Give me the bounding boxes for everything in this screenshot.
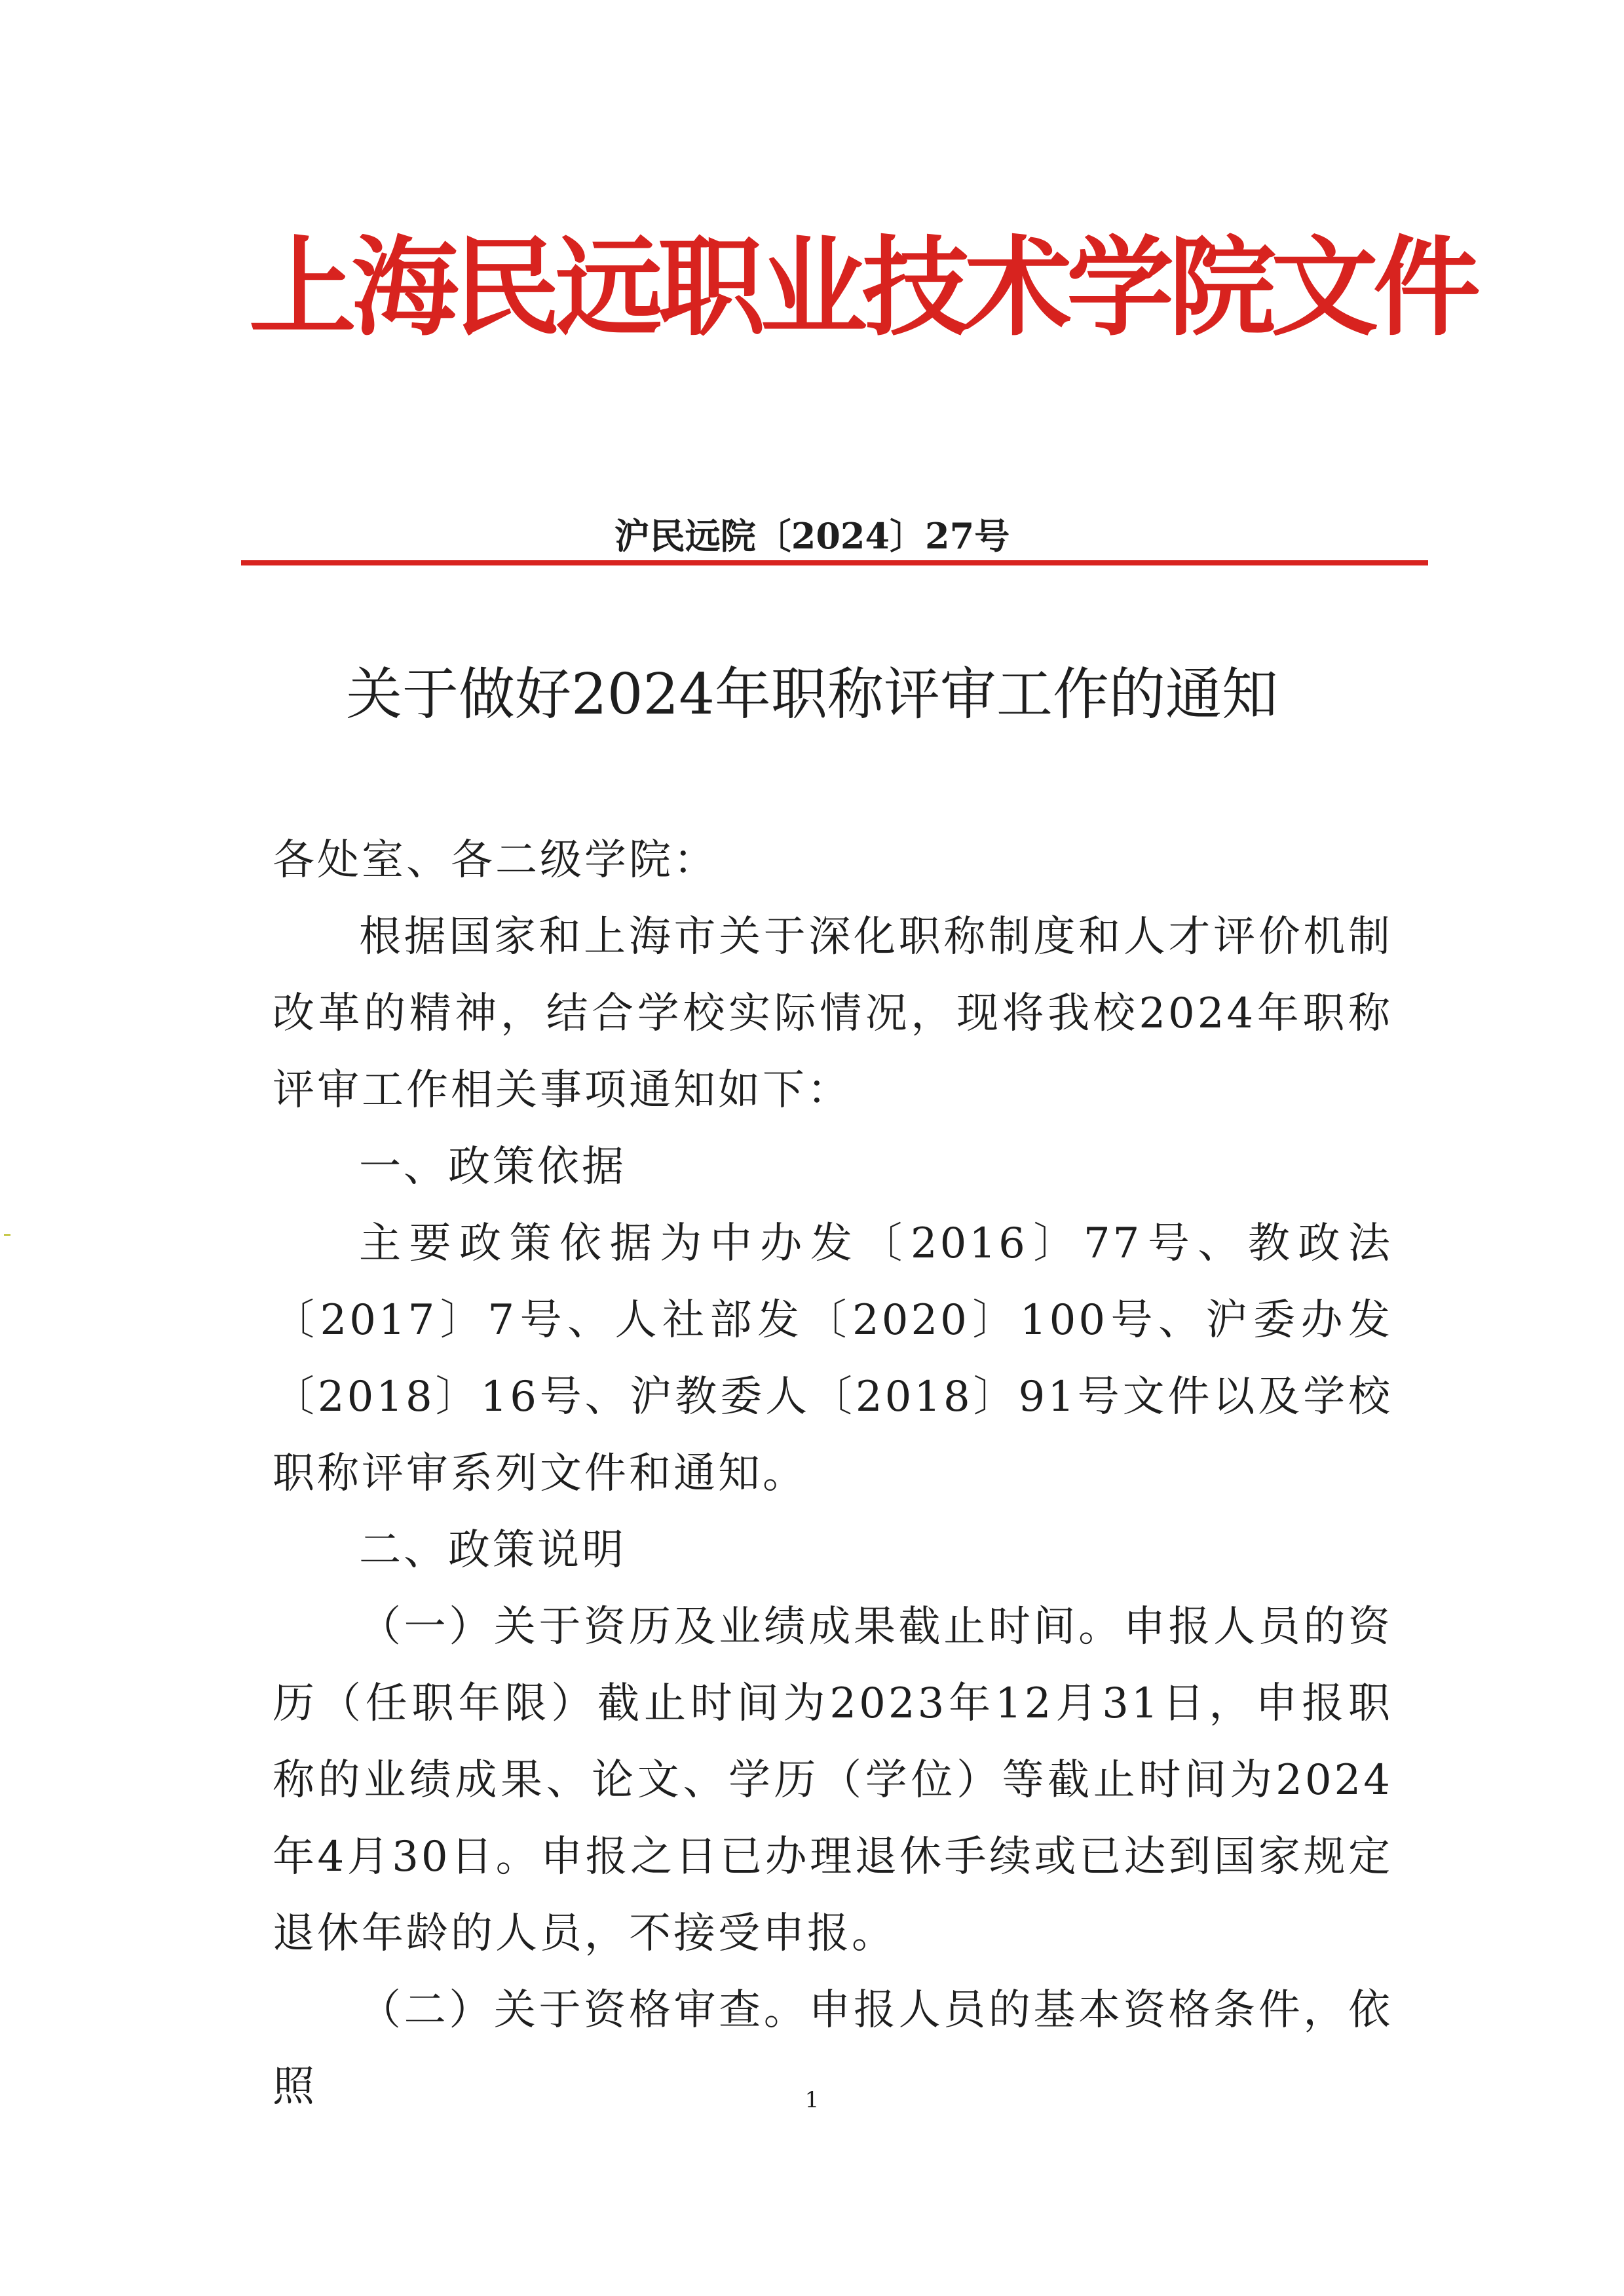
body-paragraph-policy-basis: 主要政策依据为中办发〔2016〕77号、教政法〔2017〕7号、人社部发〔2020〕100号、沪委办发〔2018〕16号、沪教委人〔2018〕91号文件以及学校职称评审系列文件和通知。: [273, 1219, 1393, 1498]
body-paragraph-qualification-review: （二）关于资格审查。申报人员的基本资格条件，依照: [273, 1986, 1393, 2111]
section-heading-policy-notes: 二、政策说明: [359, 1526, 626, 1575]
page-number: 1: [804, 2087, 820, 2113]
red-divider-rule: [241, 560, 1428, 565]
scan-speck: [4, 1234, 10, 1236]
document-number: 沪民远院〔2024〕27号: [614, 515, 1010, 557]
document-masthead: 上海民远职业技术学院文件: [249, 225, 1476, 351]
section-heading-policy-basis: 一、政策依据: [359, 1143, 626, 1191]
salutation: 各处室、各二级学院：: [273, 836, 718, 885]
body-paragraph-deadlines: （一）关于资历及业绩成果截止时间。申报人员的资历（任职年限）截止时间为2023年12月31日，申报职称的业绩成果、论文、学历（学位）等截止时间为2024年4月30日。申报之日已办理退休手续或已达到国家规定退休年龄的人员，不接受申报。: [273, 1603, 1393, 1958]
notice-body: [273, 822, 1393, 2126]
body-paragraph-intro: 根据国家和上海市关于深化职称制度和人才评价机制改革的精神，结合学校实际情况，现将我校2024年职称评审工作相关事项通知如下：: [273, 913, 1393, 1115]
notice-title: 关于做好2024年职称评审工作的通知: [346, 662, 1278, 727]
